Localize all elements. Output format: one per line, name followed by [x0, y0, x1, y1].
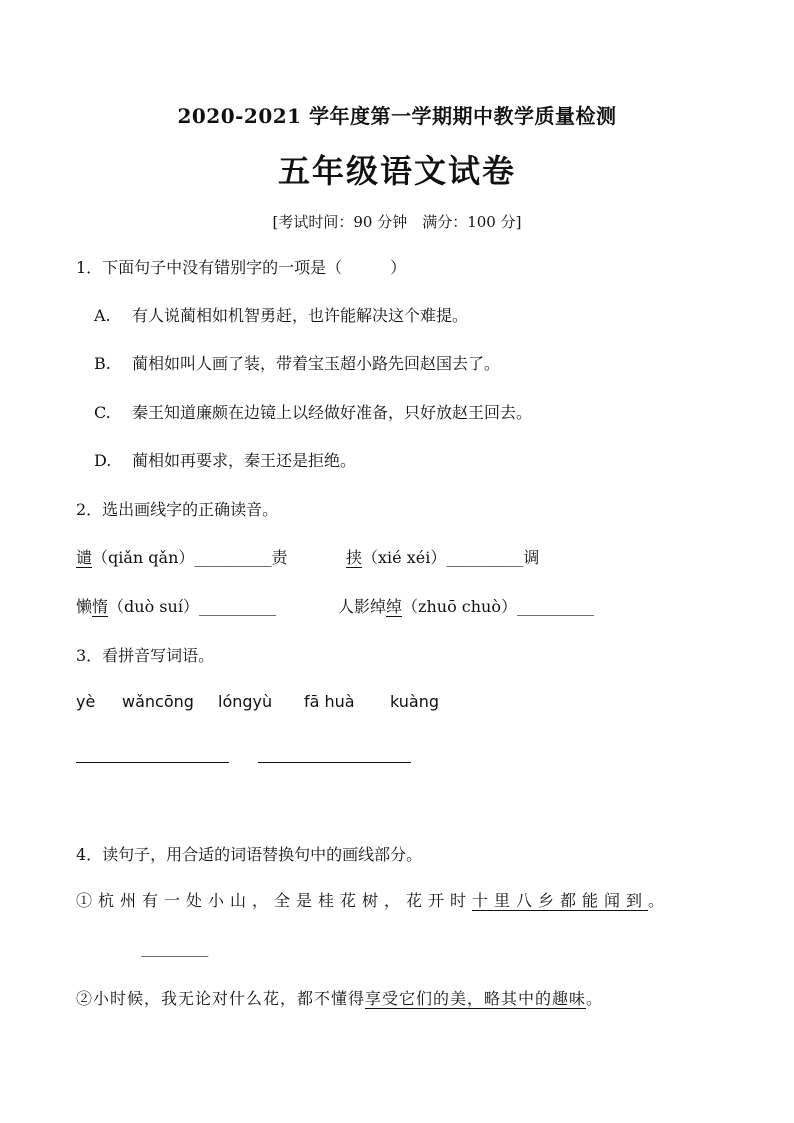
sentence-end: 。 [586, 989, 604, 1008]
sentence-end: 。 [648, 891, 671, 910]
word-tail: 责 [271, 548, 288, 567]
underlined-char: 挟 [346, 548, 363, 567]
option-letter: D. [94, 451, 112, 470]
question-4-sentence-1 [76, 888, 670, 911]
question-1-option-b [94, 351, 500, 374]
underlined-char: 惰 [92, 597, 109, 616]
pinyin-3: lóngyù [218, 692, 273, 711]
question-1-option-a [94, 303, 468, 326]
underlined-phrase: 享受它们的美，略其中的趣味 [365, 989, 587, 1008]
answer-line-1 [76, 762, 229, 763]
answer-blank: ________ [446, 548, 524, 567]
question-4-sentence-2 [76, 986, 603, 1009]
question-2-stem: 2．选出画线字的正确读音。 [76, 500, 279, 519]
pinyin-4: fā huà [304, 692, 355, 711]
question-1-option-d [94, 448, 356, 471]
underlined-phrase: 十里八乡都能闻到 [472, 891, 649, 910]
sentence-text: ②小时候，我无论对什么花，都不懂得 [76, 989, 366, 1008]
sentence-text: ①杭州有一处小山，全是桂花树，花开时 [76, 891, 473, 910]
option-letter: A. [94, 306, 111, 325]
question-2-item-4 [338, 594, 594, 617]
question-4-stem: 4．读句子，用合适的词语替换句中的画线部分。 [76, 845, 423, 864]
question-1-stem: 1．下面句子中没有错别字的一项是（ ） [76, 258, 407, 277]
option-text: 有人说蔺相如机智勇赶，也许能解决这个难提。 [132, 306, 469, 325]
answer-blank: ________ [517, 597, 595, 616]
question-2-item-1 [76, 545, 287, 568]
pinyin-1: yè [76, 692, 96, 711]
question-1-option-c [94, 400, 532, 423]
option-text: 蔺相如再要求，秦王还是拒绝。 [132, 451, 357, 470]
answer-line-2 [258, 762, 411, 763]
word-head: 懒 [76, 597, 93, 616]
answer-blank: ________ [194, 548, 272, 567]
word-head: 人影绰 [338, 597, 387, 616]
option-letter: B. [94, 354, 111, 373]
question-3-stem: 3．看拼音写词语。 [76, 646, 215, 665]
pinyin-options: （zhuō chuò） [402, 597, 517, 616]
question-4-answer-blank: _______ [141, 938, 209, 957]
exam-header-line: 2020-2021 学年度第一学期期中教学质量检测 [177, 104, 617, 128]
pinyin-options: （duò suí） [108, 597, 199, 616]
question-2-item-2 [346, 545, 539, 568]
exam-info: [考试时间：90 分钟 满分：100 分] [272, 213, 522, 231]
pinyin-5: kuàng [390, 692, 440, 711]
option-text: 秦王知道廉颇在边镜上以经做好准备，只好放赵王回去。 [132, 403, 533, 422]
underlined-char: 谴 [76, 548, 93, 567]
option-letter: C. [94, 403, 111, 422]
option-text: 蔺相如叫人画了装，带着宝玉超小路先回赵国去了。 [132, 354, 501, 373]
exam-title: 五年级语文试卷 [277, 152, 516, 190]
pinyin-2: wǎncōng [122, 692, 194, 711]
pinyin-options: （xié xéi） [362, 548, 447, 567]
underlined-char: 绰 [386, 597, 403, 616]
pinyin-options: （qiǎn qǎn） [92, 548, 195, 567]
answer-blank: ________ [198, 597, 276, 616]
question-2-item-3 [76, 594, 276, 617]
word-tail: 调 [523, 548, 540, 567]
